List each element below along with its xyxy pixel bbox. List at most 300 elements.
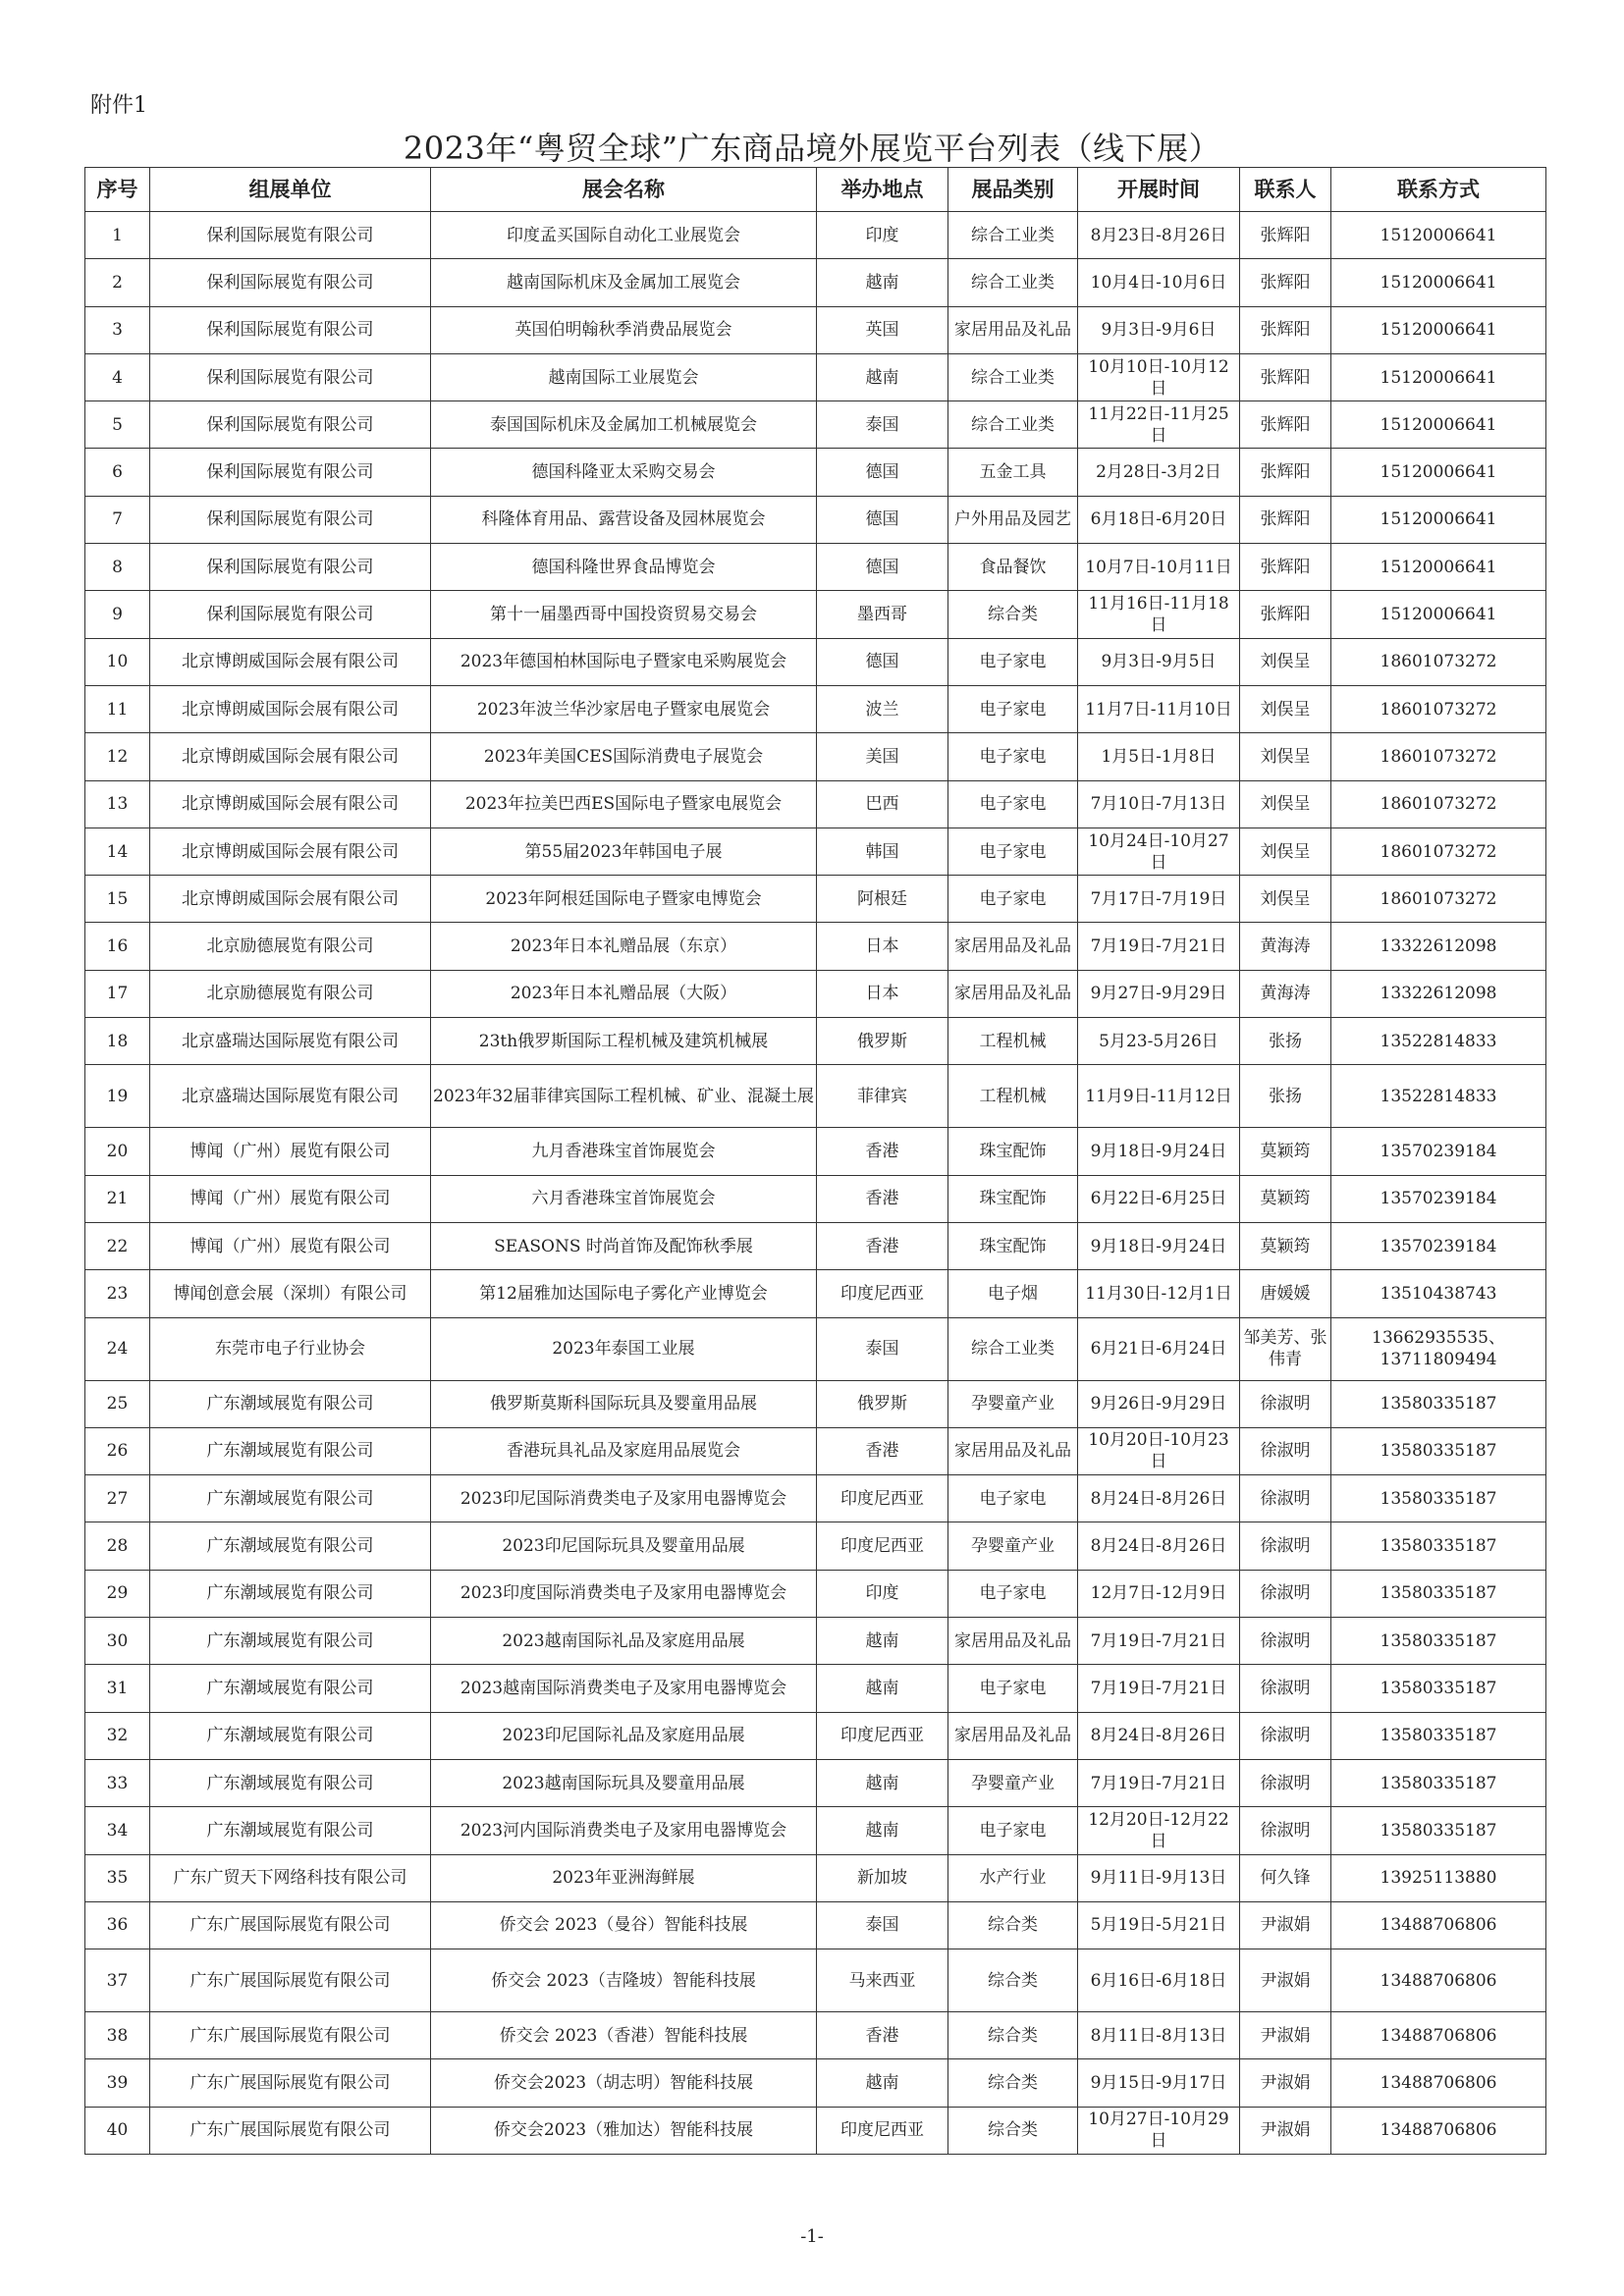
cell-category: 综合工业类: [948, 353, 1078, 400]
cell-contact: 尹淑娟: [1240, 1901, 1331, 1949]
cell-contact: 张辉阳: [1240, 544, 1331, 591]
cell-organizer: 保利国际展览有限公司: [150, 212, 431, 259]
cell-location: 印度: [817, 1570, 948, 1617]
cell-exhibition: 印度孟买国际自动化工业展览会: [431, 212, 817, 259]
cell-organizer: 广东潮域展览有限公司: [150, 1475, 431, 1522]
cell-location: 墨西哥: [817, 591, 948, 638]
cell-exhibition: 2023印尼国际消费类电子及家用电器博览会: [431, 1475, 817, 1522]
table-row: [85, 1222, 1546, 1269]
cell-location: 波兰: [817, 685, 948, 732]
cell-organizer: 博闻（广州）展览有限公司: [150, 1128, 431, 1175]
cell-contact: 唐媛媛: [1240, 1270, 1331, 1317]
cell-category: 综合类: [948, 591, 1078, 638]
cell-exhibition: 2023河内国际消费类电子及家用电器博览会: [431, 1807, 817, 1854]
cell-phone: 13522814833: [1331, 1065, 1546, 1128]
cell-location: 印度尼西亚: [817, 2107, 948, 2154]
cell-contact: 徐淑明: [1240, 1522, 1331, 1570]
cell-phone: 13580335187: [1331, 1380, 1546, 1427]
cell-contact: 尹淑娟: [1240, 1949, 1331, 2012]
col-header-category: 展品类别: [948, 168, 1078, 212]
cell-location: 越南: [817, 2059, 948, 2107]
cell-category: 家居用品及礼品: [948, 1712, 1078, 1759]
cell-date: 1月5日-1月8日: [1078, 733, 1240, 780]
cell-phone: 13488706806: [1331, 1901, 1546, 1949]
cell-index: 37: [85, 1949, 150, 2012]
col-header-location: 举办地点: [817, 168, 948, 212]
cell-exhibition: 2023印尼国际玩具及婴童用品展: [431, 1522, 817, 1570]
cell-organizer: 保利国际展览有限公司: [150, 401, 431, 449]
table-row: [85, 685, 1546, 732]
cell-date: 11月9日-11月12日: [1078, 1065, 1240, 1128]
table-row: [85, 212, 1546, 259]
cell-contact: 张扬: [1240, 1065, 1331, 1128]
cell-index: 13: [85, 780, 150, 828]
cell-organizer: 北京博朗威国际会展有限公司: [150, 780, 431, 828]
cell-location: 德国: [817, 638, 948, 685]
cell-organizer: 广东潮域展览有限公司: [150, 1522, 431, 1570]
cell-phone: 13570239184: [1331, 1175, 1546, 1222]
cell-category: 食品餐饮: [948, 544, 1078, 591]
cell-location: 印度尼西亚: [817, 1522, 948, 1570]
cell-location: 马来西亚: [817, 1949, 948, 2012]
cell-category: 工程机械: [948, 1018, 1078, 1065]
cell-location: 越南: [817, 1759, 948, 1806]
table-row: [85, 1317, 1546, 1380]
cell-exhibition: 越南国际机床及金属加工展览会: [431, 259, 817, 306]
cell-exhibition: 英国伯明翰秋季消费品展览会: [431, 306, 817, 353]
cell-index: 9: [85, 591, 150, 638]
cell-phone: 15120006641: [1331, 353, 1546, 400]
cell-phone: 13522814833: [1331, 1018, 1546, 1065]
cell-contact: 莫颖筠: [1240, 1222, 1331, 1269]
cell-date: 12月7日-12月9日: [1078, 1570, 1240, 1617]
cell-category: 综合类: [948, 2059, 1078, 2107]
cell-location: 新加坡: [817, 1854, 948, 1901]
cell-index: 17: [85, 970, 150, 1017]
table-row: [85, 1759, 1546, 1806]
cell-phone: 13580335187: [1331, 1807, 1546, 1854]
table-row: [85, 1901, 1546, 1949]
col-header-organizer: 组展单位: [150, 168, 431, 212]
table-header-row: [85, 168, 1546, 212]
cell-contact: 徐淑明: [1240, 1618, 1331, 1665]
cell-contact: 刘俣呈: [1240, 828, 1331, 875]
cell-category: 电子家电: [948, 780, 1078, 828]
cell-index: 18: [85, 1018, 150, 1065]
cell-phone: 15120006641: [1331, 591, 1546, 638]
cell-location: 香港: [817, 1427, 948, 1474]
cell-exhibition: 六月香港珠宝首饰展览会: [431, 1175, 817, 1222]
cell-index: 3: [85, 306, 150, 353]
table-row: [85, 1427, 1546, 1474]
cell-phone: 18601073272: [1331, 780, 1546, 828]
cell-organizer: 保利国际展览有限公司: [150, 353, 431, 400]
cell-date: 5月19日-5月21日: [1078, 1901, 1240, 1949]
cell-organizer: 广东潮域展览有限公司: [150, 1427, 431, 1474]
cell-category: 综合工业类: [948, 212, 1078, 259]
table-row: [85, 1475, 1546, 1522]
cell-exhibition: 俄罗斯莫斯科国际玩具及婴童用品展: [431, 1380, 817, 1427]
cell-category: 孕婴童产业: [948, 1380, 1078, 1427]
cell-contact: 刘俣呈: [1240, 638, 1331, 685]
cell-location: 巴西: [817, 780, 948, 828]
cell-date: 8月24日-8月26日: [1078, 1522, 1240, 1570]
cell-index: 12: [85, 733, 150, 780]
cell-category: 电子家电: [948, 1570, 1078, 1617]
cell-category: 电子家电: [948, 1665, 1078, 1712]
col-header-index: 序号: [85, 168, 150, 212]
cell-contact: 尹淑娟: [1240, 2059, 1331, 2107]
cell-organizer: 博闻创意会展（深圳）有限公司: [150, 1270, 431, 1317]
cell-date: 12月20日-12月22日: [1078, 1807, 1240, 1854]
table-row: [85, 923, 1546, 970]
table-row: [85, 1175, 1546, 1222]
cell-index: 10: [85, 638, 150, 685]
cell-exhibition: 2023印度国际消费类电子及家用电器博览会: [431, 1570, 817, 1617]
cell-organizer: 广东潮域展览有限公司: [150, 1570, 431, 1617]
cell-category: 综合工业类: [948, 401, 1078, 449]
cell-date: 9月18日-9月24日: [1078, 1128, 1240, 1175]
cell-date: 7月19日-7月21日: [1078, 1759, 1240, 1806]
cell-category: 电子家电: [948, 828, 1078, 875]
cell-contact: 刘俣呈: [1240, 685, 1331, 732]
cell-phone: 18601073272: [1331, 685, 1546, 732]
cell-date: 7月10日-7月13日: [1078, 780, 1240, 828]
cell-exhibition: 第12届雅加达国际电子雾化产业博览会: [431, 1270, 817, 1317]
cell-date: 9月27日-9月29日: [1078, 970, 1240, 1017]
cell-phone: 13570239184: [1331, 1128, 1546, 1175]
cell-location: 日本: [817, 923, 948, 970]
cell-category: 电子家电: [948, 876, 1078, 923]
cell-exhibition: 越南国际工业展览会: [431, 353, 817, 400]
cell-date: 10月24日-10月27日: [1078, 828, 1240, 875]
cell-location: 香港: [817, 1175, 948, 1222]
table-row: [85, 1380, 1546, 1427]
cell-date: 8月24日-8月26日: [1078, 1475, 1240, 1522]
cell-date: 11月7日-11月10日: [1078, 685, 1240, 732]
cell-date: 7月19日-7月21日: [1078, 923, 1240, 970]
cell-phone: 15120006641: [1331, 212, 1546, 259]
cell-category: 综合类: [948, 2012, 1078, 2059]
cell-category: 电子家电: [948, 1807, 1078, 1854]
cell-location: 越南: [817, 1618, 948, 1665]
cell-location: 香港: [817, 2012, 948, 2059]
cell-index: 29: [85, 1570, 150, 1617]
cell-contact: 何久锋: [1240, 1854, 1331, 1901]
table-row: [85, 780, 1546, 828]
table-row: [85, 1854, 1546, 1901]
cell-contact: 尹淑娟: [1240, 2012, 1331, 2059]
table-row: [85, 1618, 1546, 1665]
table-row: [85, 1807, 1546, 1854]
cell-phone: 13662935535、13711809494: [1331, 1317, 1546, 1380]
cell-date: 6月21日-6月24日: [1078, 1317, 1240, 1380]
cell-exhibition: 2023年波兰华沙家居电子暨家电展览会: [431, 685, 817, 732]
cell-organizer: 广东潮域展览有限公司: [150, 1807, 431, 1854]
cell-date: 10月10日-10月12日: [1078, 353, 1240, 400]
cell-date: 10月4日-10月6日: [1078, 259, 1240, 306]
cell-exhibition: 2023年泰国工业展: [431, 1317, 817, 1380]
cell-contact: 邹美芳、张伟青: [1240, 1317, 1331, 1380]
cell-organizer: 广东广贸天下网络科技有限公司: [150, 1854, 431, 1901]
cell-organizer: 北京励德展览有限公司: [150, 923, 431, 970]
cell-category: 户外用品及园艺: [948, 496, 1078, 543]
cell-date: 10月27日-10月29日: [1078, 2107, 1240, 2154]
cell-exhibition: 侨交会2023（雅加达）智能科技展: [431, 2107, 817, 2154]
cell-organizer: 广东潮域展览有限公司: [150, 1759, 431, 1806]
cell-contact: 徐淑明: [1240, 1759, 1331, 1806]
cell-contact: 刘俣呈: [1240, 876, 1331, 923]
cell-location: 印度尼西亚: [817, 1270, 948, 1317]
cell-exhibition: 2023越南国际玩具及婴童用品展: [431, 1759, 817, 1806]
cell-location: 泰国: [817, 401, 948, 449]
cell-location: 香港: [817, 1222, 948, 1269]
cell-phone: 13580335187: [1331, 1475, 1546, 1522]
cell-date: 9月3日-9月6日: [1078, 306, 1240, 353]
cell-index: 16: [85, 923, 150, 970]
table-row: [85, 1018, 1546, 1065]
cell-date: 11月16日-11月18日: [1078, 591, 1240, 638]
cell-organizer: 广东潮域展览有限公司: [150, 1665, 431, 1712]
cell-phone: 13570239184: [1331, 1222, 1546, 1269]
cell-category: 家居用品及礼品: [948, 970, 1078, 1017]
cell-contact: 张辉阳: [1240, 259, 1331, 306]
table-row: [85, 306, 1546, 353]
cell-contact: 莫颖筠: [1240, 1128, 1331, 1175]
cell-exhibition: 2023年德国柏林国际电子暨家电采购展览会: [431, 638, 817, 685]
cell-date: 9月18日-9月24日: [1078, 1222, 1240, 1269]
cell-location: 泰国: [817, 1901, 948, 1949]
cell-exhibition: 2023越南国际消费类电子及家用电器博览会: [431, 1665, 817, 1712]
table-row: [85, 1712, 1546, 1759]
table-row: [85, 970, 1546, 1017]
cell-phone: 13580335187: [1331, 1618, 1546, 1665]
table-row: [85, 353, 1546, 400]
cell-contact: 尹淑娟: [1240, 2107, 1331, 2154]
cell-category: 水产行业: [948, 1854, 1078, 1901]
table-row: [85, 2012, 1546, 2059]
cell-date: 8月11日-8月13日: [1078, 2012, 1240, 2059]
cell-location: 德国: [817, 449, 948, 496]
cell-contact: 徐淑明: [1240, 1570, 1331, 1617]
col-header-contact: 联系人: [1240, 168, 1331, 212]
cell-location: 越南: [817, 353, 948, 400]
cell-exhibition: 泰国国际机床及金属加工机械展览会: [431, 401, 817, 449]
cell-contact: 莫颖筠: [1240, 1175, 1331, 1222]
cell-phone: 13580335187: [1331, 1427, 1546, 1474]
table-row: [85, 544, 1546, 591]
cell-date: 2月28日-3月2日: [1078, 449, 1240, 496]
cell-index: 14: [85, 828, 150, 875]
cell-index: 6: [85, 449, 150, 496]
cell-index: 8: [85, 544, 150, 591]
cell-organizer: 北京博朗威国际会展有限公司: [150, 638, 431, 685]
cell-contact: 刘俣呈: [1240, 733, 1331, 780]
cell-phone: 13580335187: [1331, 1712, 1546, 1759]
cell-date: 9月3日-9月5日: [1078, 638, 1240, 685]
cell-exhibition: 2023印尼国际礼品及家庭用品展: [431, 1712, 817, 1759]
table-row: [85, 1665, 1546, 1712]
table-row: [85, 1128, 1546, 1175]
cell-phone: 13488706806: [1331, 2107, 1546, 2154]
cell-organizer: 保利国际展览有限公司: [150, 591, 431, 638]
cell-organizer: 北京励德展览有限公司: [150, 970, 431, 1017]
cell-date: 5月23-5月26日: [1078, 1018, 1240, 1065]
cell-phone: 18601073272: [1331, 733, 1546, 780]
cell-phone: 13925113880: [1331, 1854, 1546, 1901]
cell-organizer: 北京博朗威国际会展有限公司: [150, 685, 431, 732]
table-row: [85, 259, 1546, 306]
cell-organizer: 北京盛瑞达国际展览有限公司: [150, 1065, 431, 1128]
cell-date: 9月11日-9月13日: [1078, 1854, 1240, 1901]
cell-phone: 13488706806: [1331, 2059, 1546, 2107]
cell-contact: 刘俣呈: [1240, 780, 1331, 828]
cell-date: 8月23日-8月26日: [1078, 212, 1240, 259]
col-header-phone: 联系方式: [1331, 168, 1546, 212]
cell-organizer: 广东潮域展览有限公司: [150, 1380, 431, 1427]
cell-index: 28: [85, 1522, 150, 1570]
cell-exhibition: 2023年美国CES国际消费电子展览会: [431, 733, 817, 780]
cell-exhibition: 2023年阿根廷国际电子暨家电博览会: [431, 876, 817, 923]
cell-date: 6月18日-6月20日: [1078, 496, 1240, 543]
cell-organizer: 广东潮域展览有限公司: [150, 1712, 431, 1759]
cell-contact: 黄海涛: [1240, 970, 1331, 1017]
cell-location: 阿根廷: [817, 876, 948, 923]
page-number: -1-: [800, 2226, 824, 2247]
cell-date: 8月24日-8月26日: [1078, 1712, 1240, 1759]
cell-index: 32: [85, 1712, 150, 1759]
cell-date: 9月15日-9月17日: [1078, 2059, 1240, 2107]
table-row: [85, 1949, 1546, 2012]
cell-exhibition: 2023年日本礼赠品展（东京）: [431, 923, 817, 970]
table-row: [85, 1065, 1546, 1128]
cell-phone: 15120006641: [1331, 306, 1546, 353]
cell-index: 26: [85, 1427, 150, 1474]
cell-index: 15: [85, 876, 150, 923]
table-row: [85, 449, 1546, 496]
cell-category: 五金工具: [948, 449, 1078, 496]
cell-phone: 13322612098: [1331, 970, 1546, 1017]
cell-index: 2: [85, 259, 150, 306]
cell-location: 泰国: [817, 1317, 948, 1380]
table-row: [85, 591, 1546, 638]
cell-category: 孕婴童产业: [948, 1759, 1078, 1806]
cell-location: 俄罗斯: [817, 1018, 948, 1065]
cell-exhibition: 23th俄罗斯国际工程机械及建筑机械展: [431, 1018, 817, 1065]
cell-location: 印度尼西亚: [817, 1475, 948, 1522]
cell-phone: 15120006641: [1331, 449, 1546, 496]
cell-category: 工程机械: [948, 1065, 1078, 1128]
cell-exhibition: 侨交会 2023（吉隆坡）智能科技展: [431, 1949, 817, 2012]
cell-index: 39: [85, 2059, 150, 2107]
table-row: [85, 2059, 1546, 2107]
table-row: [85, 1270, 1546, 1317]
cell-contact: 张辉阳: [1240, 401, 1331, 449]
cell-organizer: 北京博朗威国际会展有限公司: [150, 733, 431, 780]
cell-location: 德国: [817, 544, 948, 591]
cell-category: 综合工业类: [948, 259, 1078, 306]
cell-phone: 15120006641: [1331, 544, 1546, 591]
cell-phone: 13488706806: [1331, 1949, 1546, 2012]
cell-exhibition: 德国科隆亚太采购交易会: [431, 449, 817, 496]
cell-date: 10月20日-10月23日: [1078, 1427, 1240, 1474]
cell-category: 珠宝配饰: [948, 1175, 1078, 1222]
cell-location: 香港: [817, 1128, 948, 1175]
cell-category: 珠宝配饰: [948, 1128, 1078, 1175]
cell-exhibition: 九月香港珠宝首饰展览会: [431, 1128, 817, 1175]
cell-organizer: 保利国际展览有限公司: [150, 496, 431, 543]
cell-location: 菲律宾: [817, 1065, 948, 1128]
cell-organizer: 广东广展国际展览有限公司: [150, 2059, 431, 2107]
cell-organizer: 保利国际展览有限公司: [150, 449, 431, 496]
cell-contact: 张扬: [1240, 1018, 1331, 1065]
cell-date: 10月7日-10月11日: [1078, 544, 1240, 591]
cell-category: 家居用品及礼品: [948, 923, 1078, 970]
cell-location: 英国: [817, 306, 948, 353]
cell-index: 30: [85, 1618, 150, 1665]
cell-index: 5: [85, 401, 150, 449]
cell-exhibition: 侨交会 2023（曼谷）智能科技展: [431, 1901, 817, 1949]
cell-index: 20: [85, 1128, 150, 1175]
cell-organizer: 广东潮域展览有限公司: [150, 1618, 431, 1665]
cell-phone: 13322612098: [1331, 923, 1546, 970]
cell-exhibition: 侨交会 2023（香港）智能科技展: [431, 2012, 817, 2059]
cell-contact: 张辉阳: [1240, 449, 1331, 496]
cell-category: 家居用品及礼品: [948, 306, 1078, 353]
cell-contact: 徐淑明: [1240, 1427, 1331, 1474]
cell-location: 日本: [817, 970, 948, 1017]
exhibition-table: [84, 167, 1546, 2155]
cell-date: 11月22日-11月25日: [1078, 401, 1240, 449]
cell-location: 越南: [817, 259, 948, 306]
cell-index: 19: [85, 1065, 150, 1128]
cell-exhibition: 第十一届墨西哥中国投资贸易交易会: [431, 591, 817, 638]
table-row: [85, 2107, 1546, 2154]
cell-category: 电子家电: [948, 1475, 1078, 1522]
cell-phone: 13488706806: [1331, 2012, 1546, 2059]
cell-index: 24: [85, 1317, 150, 1380]
col-header-date: 开展时间: [1078, 168, 1240, 212]
cell-exhibition: 2023年拉美巴西ES国际电子暨家电展览会: [431, 780, 817, 828]
cell-organizer: 广东广展国际展览有限公司: [150, 2012, 431, 2059]
cell-location: 印度尼西亚: [817, 1712, 948, 1759]
cell-phone: 13510438743: [1331, 1270, 1546, 1317]
cell-organizer: 博闻（广州）展览有限公司: [150, 1222, 431, 1269]
cell-category: 珠宝配饰: [948, 1222, 1078, 1269]
cell-organizer: 东莞市电子行业协会: [150, 1317, 431, 1380]
cell-phone: 13580335187: [1331, 1570, 1546, 1617]
cell-organizer: 保利国际展览有限公司: [150, 306, 431, 353]
table-row: [85, 1570, 1546, 1617]
cell-phone: 18601073272: [1331, 828, 1546, 875]
cell-index: 7: [85, 496, 150, 543]
cell-exhibition: 2023年日本礼赠品展（大阪）: [431, 970, 817, 1017]
table-row: [85, 401, 1546, 449]
cell-category: 综合类: [948, 1901, 1078, 1949]
cell-date: 6月22日-6月25日: [1078, 1175, 1240, 1222]
cell-exhibition: 第55届2023年韩国电子展: [431, 828, 817, 875]
cell-contact: 徐淑明: [1240, 1712, 1331, 1759]
cell-phone: 15120006641: [1331, 401, 1546, 449]
cell-phone: 18601073272: [1331, 638, 1546, 685]
cell-category: 孕婴童产业: [948, 1522, 1078, 1570]
cell-date: 9月26日-9月29日: [1078, 1380, 1240, 1427]
cell-index: 21: [85, 1175, 150, 1222]
cell-phone: 15120006641: [1331, 259, 1546, 306]
cell-organizer: 广东广展国际展览有限公司: [150, 2107, 431, 2154]
cell-date: 7月19日-7月21日: [1078, 1618, 1240, 1665]
cell-contact: 徐淑明: [1240, 1380, 1331, 1427]
